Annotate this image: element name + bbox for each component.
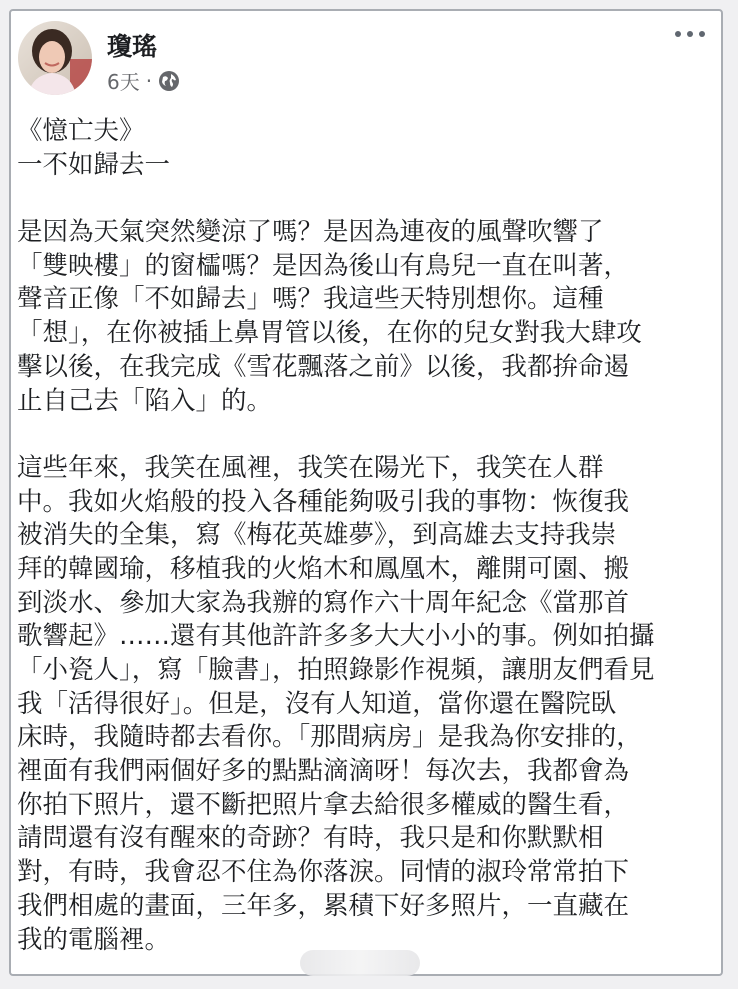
paragraph-1-line: 是因為天氣突然變涼了嗎？是因為連夜的風聲吹響了 [17,217,604,248]
paragraph-2-line: 請問還有沒有醒來的奇跡？有時，我只是和你默默相 [17,823,604,854]
paragraph-2-line: 裡面有我們兩個好多的點點滴滴呀！每次去，我都會為 [17,756,630,787]
paragraph-2-line: 中。我如火焰般的投入各種能夠吸引我的事物：恢復我 [17,486,630,517]
paragraph-2-line: 我們相處的畫面，三年多，累積下好多照片，一直藏在 [17,890,630,921]
watermark [300,950,420,976]
author-avatar[interactable] [18,21,92,95]
paragraph-2-line: 這些年來，我笑在風裡，我笑在陽光下，我笑在人群 [17,452,604,483]
paragraph-2-line: 你拍下照片，還不斷把照片拿去給很多權威的醫生看， [17,789,630,820]
post-subtitle: 一不如歸去一 [17,149,171,180]
post-body [17,115,717,957]
paragraph-2-line: 到淡水、參加大家為我辦的寫作六十周年紀念《當那首 [17,587,630,618]
paragraph-1-line: 「雙映樓」的窗櫺嗎？是因為後山有鳥兒一直在叫著， [17,250,630,281]
more-options-icon[interactable] [675,31,705,37]
paragraph-2-line: 床時，我隨時都去看你。「那間病房」是我為你安排的， [17,722,642,753]
paragraph-1-line: 擊以後，在我完成《雪花飄落之前》以後，我都拚命遏 [17,351,630,382]
paragraph-1-line: 止自己去「陷入」的。 [17,385,273,416]
paragraph-1-line: 聲音正像「不如歸去」嗎？我這些天特別想你。這種 [17,284,604,315]
paragraph-2-line: 歌響起》……還有其他許許多多大大小小的事。例如拍攝 [17,621,655,652]
paragraph-2-line: 我的電腦裡。 [17,924,171,955]
paragraph-2-line: 對，有時，我會忍不住為你落淚。同情的淑玲常常拍下 [17,857,630,888]
post-title: 《憶亡夫》 [17,116,145,146]
post-meta [107,66,180,95]
paragraph-2-line: 拜的韓國瑜，移植我的火焰木和鳳凰木，離開可園、搬 [17,553,630,584]
post-timestamp[interactable]: 6天 [107,70,140,94]
paragraph-2-line: 「小瓷人」，寫「臉書」，拍照錄影作視頻，讓朋友們看見 [17,655,655,685]
meta-separator: · [145,68,153,93]
globe-icon [158,70,180,92]
paragraph-2-line: 我「活得很好」。但是，沒有人知道，當你還在醫院臥 [17,688,617,719]
author-name[interactable]: 瓊瑤 [107,32,158,61]
paragraph-1-line: 「想」，在你被插上鼻胃管以後，在你的兒女對我大肆攻 [17,318,642,349]
post-card [9,9,723,976]
paragraph-2-line: 被消失的全集，寫《梅花英雄夢》，到高雄去支持我崇 [17,520,617,551]
